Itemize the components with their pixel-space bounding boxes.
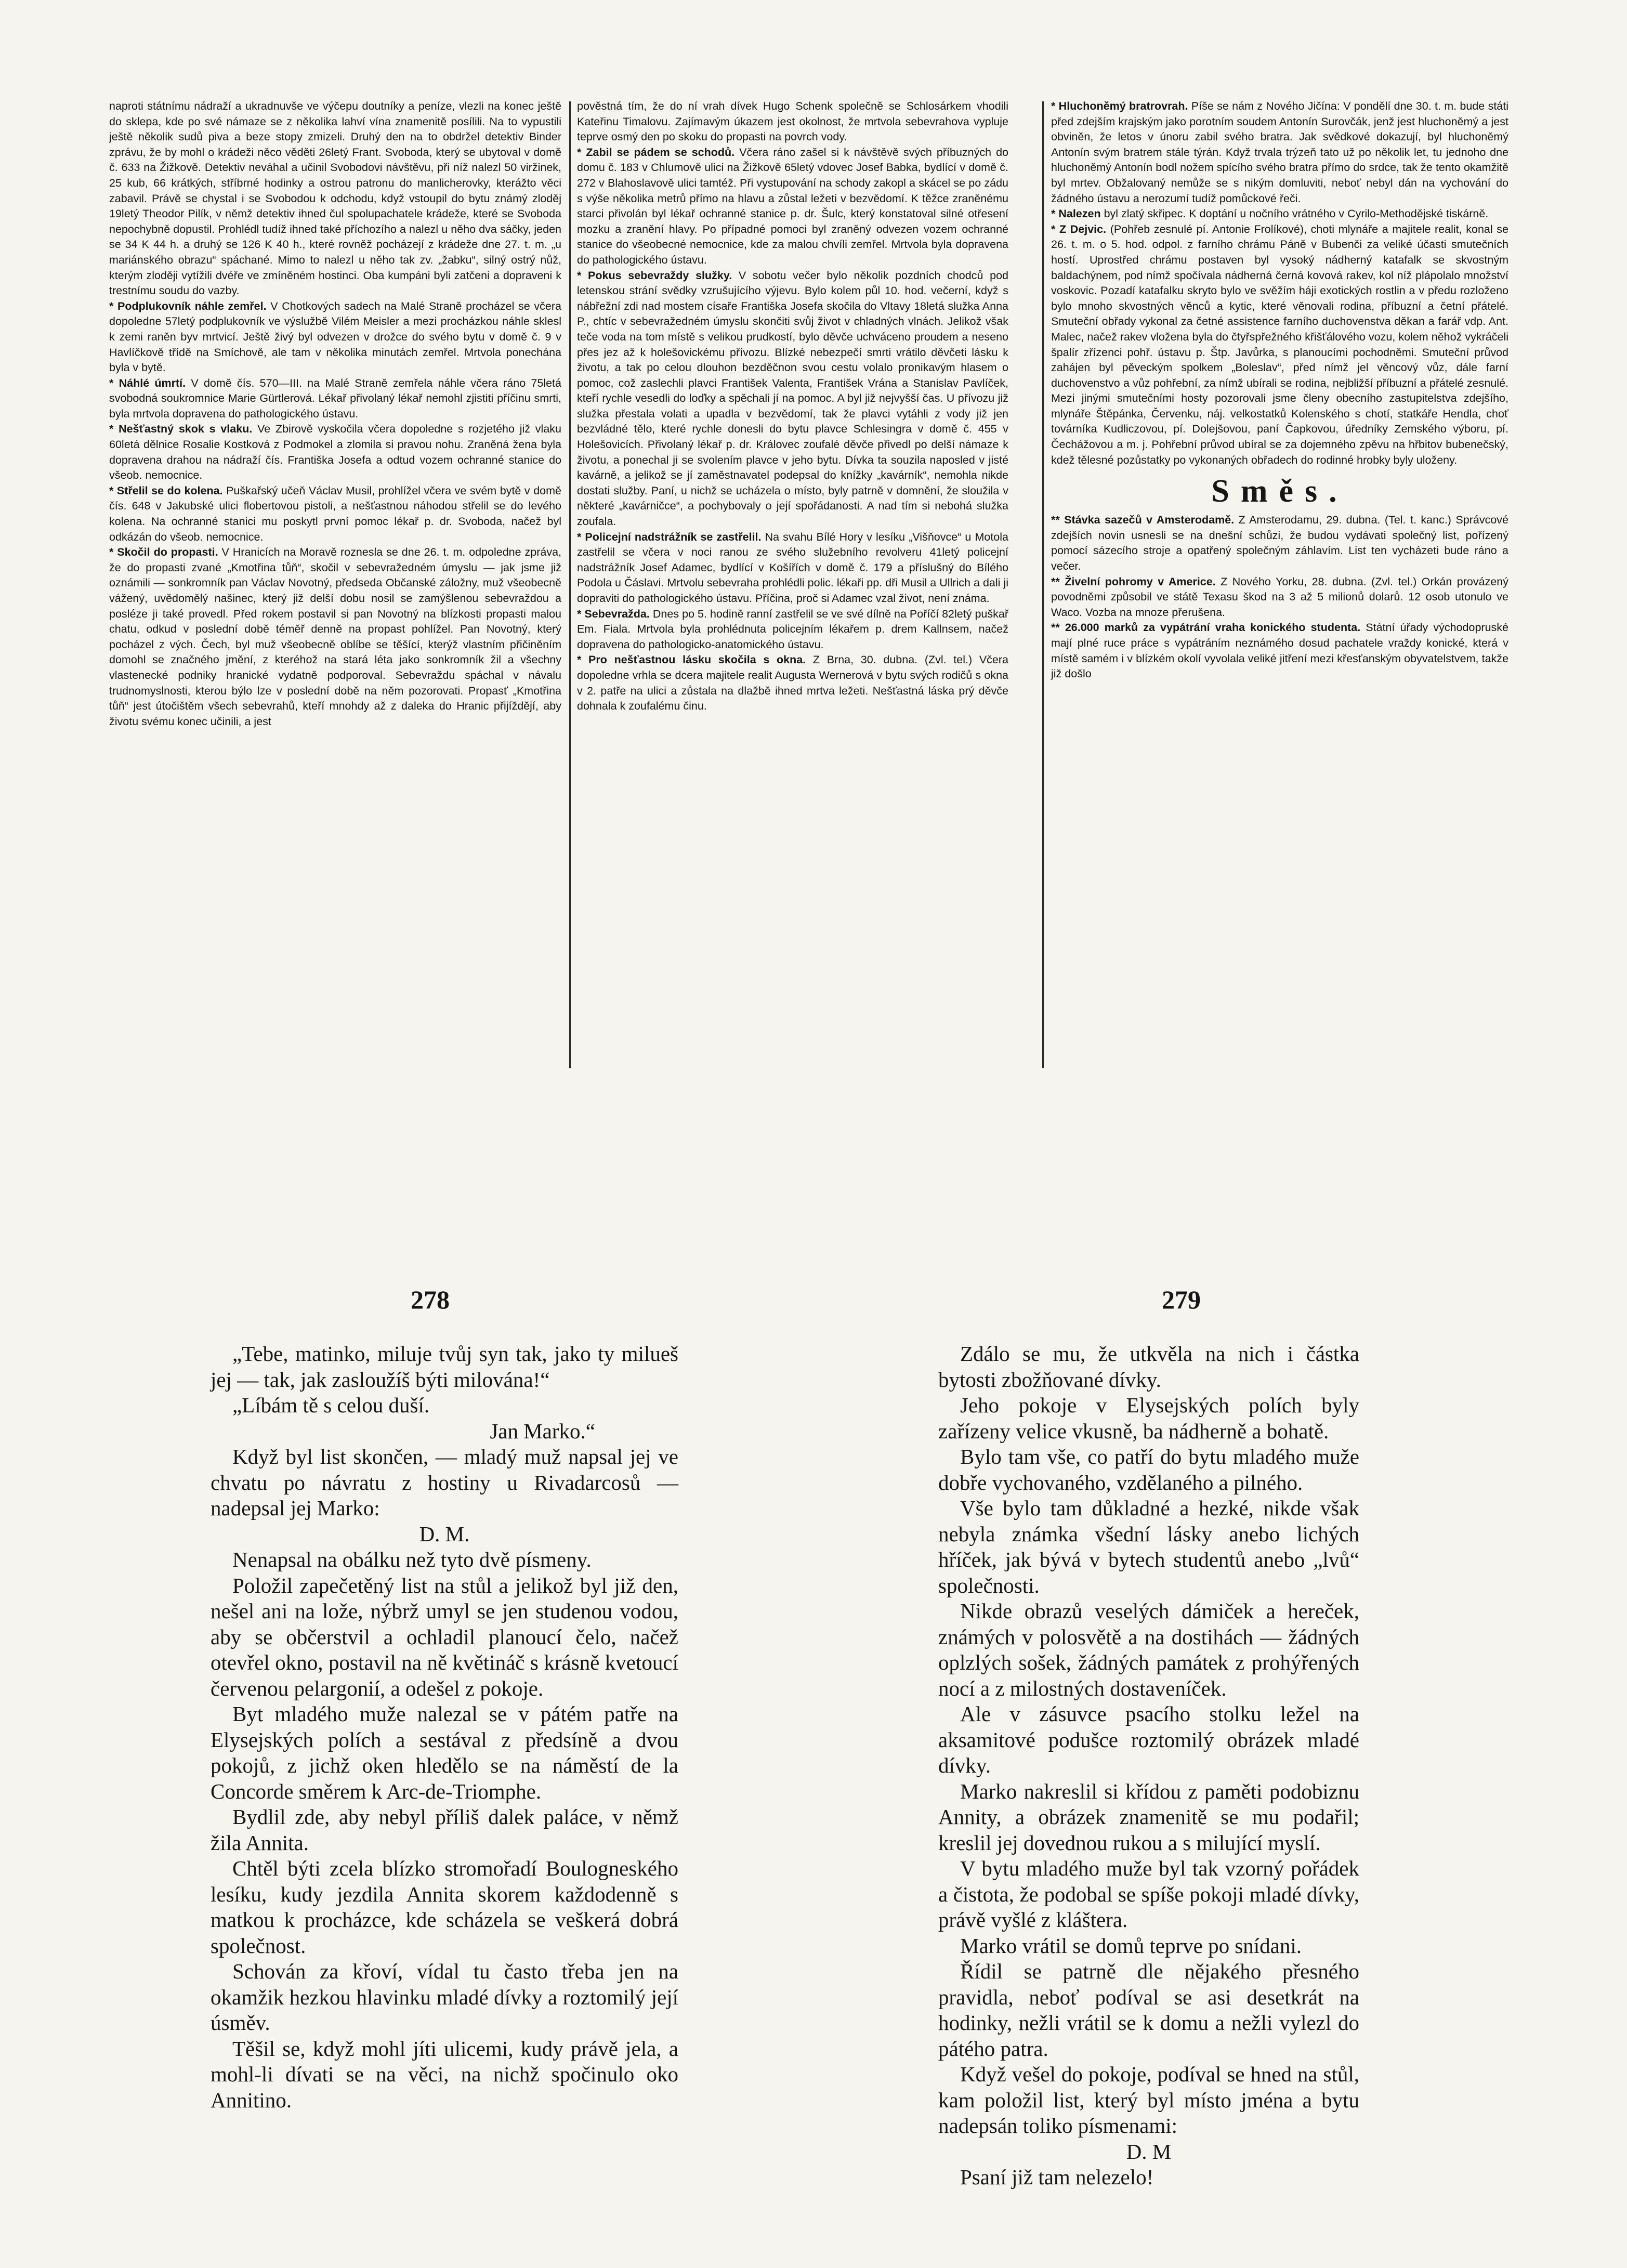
news-item-text: naproti státnímu nádraží a ukradnuvše ve výčepu doutníky a peníze, vlezli na konec ještě do sklepa, kde po své námaze se z několika lahví vína znamenitě posílili. Na to vypustili ještě několik sudů piva a beze stopy zmizeli. Druhý den na to obdržel detektiv Binder zprávu, že by mohl o krádeži něco věděti 26letý Frant. Svoboda, který se ubytoval v domě č. 633 na Žižkově. Detektiv neváhal a učinil Svobodovi návštěvu, při níž nalezl 50 viržinek, 25 kub, 66 krátkých, stříbrné hodinky a ostrou patronu do manlicherovky, kterážto věci zabavil. Právě se chystal i se Svobodou k odchodu, když vstoupil do bytu známý zloděj 19letý Theodor Pilík, v němž detektiv ihned čul spolupachatele krádeže, které se Svoboda nepochybně dopustil. Prohlédl tudíž ihned také příchozího a nalezl u něho dva sáčky, jeden se 34 K 44 h. a druhý se 126 K 40 h., které rovněž pocházejí z krádeže dne 27. t. m. „u mariánského obrazu“ spáchané. Mimo to nalezl u něho tak zv. „žabku“, silný ostrý nůž, kterým zloději vytížili dvéře ve zmíněném hostinci. Oba kumpáni byli zatčeni a dopraveni k trestnímu soudu do vazby.	[109, 100, 561, 297]
book-paragraph: Ale v zásuvce psacího stolku ležel na aksamitové podušce roztomilý obrázek mladé dívky.	[938, 1702, 1359, 1777]
newspaper-column-1	[109, 99, 561, 1076]
newspaper-column-2	[577, 99, 1008, 1076]
news-item-headline: * Pokus sebevraždy služky.	[577, 269, 732, 282]
news-item	[1051, 620, 1508, 681]
news-item	[109, 299, 561, 376]
book-paragraph: Řídil se patrně dle nějakého přesného pravidla, neboť podíval se asi desetkrát na hodinky, nežli vrátil se k domu a nežli vylezl do pátého patra.	[938, 1959, 1359, 2061]
news-item-headline: * Zabil se pádem se schodů.	[577, 146, 735, 159]
book-paragraph: Chtěl býti zcela blízko stromořadí Boulogneského lesíku, kudy jezdila Annita skorem každodenně s matkou k procházce, kde scházela se veškerá dobrá společnost.	[211, 1856, 678, 1958]
news-item	[1051, 513, 1508, 574]
news-item-text: Včera ráno zašel si k návštěvě svých příbuzných do domu č. 183 v Chlumově ulici na Žižkově 65letý vdovec Josef Babka, bydlící v domě č. 272 v Blahoslavově ulici tamtéž. Při vystupování na schody zakopl a skácel se po zádu s výše několika metrů přímo na hlavu a zůstal ležeti v bezvědomí. K těžce zraněnému starci přivolán byl lékař ochranné stanice p. dr. Šulc, který konstatoval silné otřesení mozku a zranění hlavy. Po případné pomoci byl zraněný odvezen vozem ochranné stanice do všeobecné nemocnice, kde za malou chvíli zemřel. Mrtvola byla dopravena do pathologického ústavu.	[577, 146, 1008, 266]
right-page-number: 279	[1162, 1285, 1201, 1314]
book-paragraph: „Líbám tě s celou duší.	[232, 1393, 430, 1417]
book-right-page	[938, 1341, 1359, 2189]
news-item-text: Z Nového Yorku, 28. dubna. (Zvl. tel.) Orkán provázený povodněmi způsobil ve státě Texasu škod na 3 až 5 milionů dolarů. 12 osob utonulo ve Waco. Vozba na mnoze přerušena.	[1051, 575, 1508, 619]
news-item-headline: * Nešťastný skok s vlaku.	[109, 423, 253, 436]
news-item	[577, 607, 1008, 653]
news-item-text: Píše se nám z Nového Jičína: V pondělí dne 30. t. m. bude státi před zdejším krajským jako porotním soudem Antonín Surovčák, jenž jest hluchoněmý a jest obviněn, že letos v únoru zabil svého bratra. Jak svědkové dokazují, byl hluchoněmý Antonín svým bratrem stále týrán. Když trvala trýzeň tato už po několik let, tu jednoho dne hluchoněmý Antonín bodl nožem spícího svého bratra přímo do srdce, tak že tento okamžitě byl mrtev. Obžalovaný nemůže se s nikým domluviti, neboť nebyl dán na vychování do žádného ústavu a nerozumí tudíž pomůckové řeči.	[1051, 100, 1508, 205]
news-item-text: pověstná tím, že do ní vrah dívek Hugo Schenk společně se Schlosárkem vhodili Kateřinu Timalovu. Zajímavým úkazem jest okolnost, že mrtvola sebevrahova vypluje teprve osmý den po skoku do propasti na povrch vody.	[577, 100, 1008, 143]
news-item	[577, 145, 1008, 268]
book-paragraph: Když byl list skončen, — mladý muž napsal jej ve chvatu po návratu z hostiny u Rivadarcosů — nadepsal jej Marko:	[211, 1445, 678, 1520]
news-item-headline: * Nalezen	[1051, 207, 1101, 220]
news-item-text: Na svahu Bílé Hory v lesíku „Višňovce“ u Motola zastřelil se včera v noci ranou ze svého služebního revolveru 41letý policejní nadstrážník Josef Adamec, bydlící v Košířích v domě č. 179 a příslušný do Bílého Podola u Čáslavi. Mrtvolu sebevraha prohlédli polic. lékaři pp. dři Musil a Ullrich a dali ji dopraviti do pathologického ústavu. Příčina, proč si Adamec vzal život, není známa.	[577, 530, 1008, 605]
news-item-text: Státní úřady východopruské mají plné ruce práce s vypátráním neznámého dosud pachatele vraždy konické, která v místě samém i v blízkém okolí vyvolala veliké jitření mezi křesťanským obyvatelstvem, takže již došlo	[1051, 621, 1508, 680]
news-item-text: V Hranicích na Moravě roznesla se dne 26. t. m. odpoledne zpráva, že do propasti zvané „Kmotřina tůň“, skočil v sebevražedném úmyslu — jak jsme již oznámili — sonkromník pan Václav Novotný, předseda Občanské záložny, muž všeobecně vážený, uvědomělý našinec, který již delší dobu nosil se zamýšlenou sebevraždou a posléze ji také provedl. Před rokem postavil si pan Novotný na blízkosti propasti malou chatu, odkud v poslední době téměř denně na propast pohlížel. Pan Novotný, který pocházel z vých. Čech, byl muž všeobecně oblíbe se těšící, kterýž vlastním přičiněním domohl se značného jmění, z kteréhož na stará léta jako sonkromník žil a všechny vlastenecké podniky hranické vydatně podporoval. Sebevraždu spáchal v návalu trudnomyslnosti, kterou býlo lze v poslední době na něm pozorovati. Propasť „Kmotřina tůň“ jest útočištěm všech sebevrahů, kteří mnohdy až z daleka do Hranic přijíždějí, aby životu svému konec učinili, a jest	[109, 546, 561, 728]
book-paragraph: Těšil se, když mohl jíti ulicemi, kudy právě jela, a mohl-li dívati se na věci, na nichž spočinulo oko Annitino.	[211, 2036, 678, 2112]
news-item	[109, 545, 561, 729]
news-item	[1051, 99, 1508, 206]
news-item	[577, 99, 1008, 145]
book-paragraph: Psaní již tam nelezelo!	[960, 2165, 1154, 2189]
news-item	[109, 422, 561, 483]
book-paragraph: Nenapsal na obálku než tyto dvě písmeny.	[232, 1548, 592, 1571]
news-item-text: Z Brna, 30. dubna. (Zvl. tel.) Včera dopoledne vrhla se dcera majitele realit Augusta Wernerová v bytu svých rodičů s okna v 2. patře na ulici a zůstala na dlažbě ihned mrtva ležeti. Nešťastná láska prý děvče dohnala k zoufalému činu.	[577, 653, 1008, 713]
book-paragraph: Marko nakreslil si křídou z paměti podobiznu Annity, a obrázek znamenitě se mu podařil; kreslil jej dovednou rukou a s milující myslí.	[938, 1779, 1359, 1855]
book-paragraph: Vše bylo tam důkladné a hezké, nikde však nebyla známka všední lásky anebo lichých hříček, jak bývá v bytech studentů anebo „lvů“ společnosti.	[938, 1496, 1359, 1597]
news-item-headline: * Hluchoněmý bratrovrah.	[1051, 100, 1188, 112]
column-rule	[569, 101, 571, 1068]
news-item-text: V sobotu večer bylo několik pozdních chodců pod letenskou strání svědky vzrušujícího výjevu. Bylo kolem půl 10. hod. večerní, když s nábřežní zdi nad mostem císaře Františka Josefa skočila do Vltavy 18letá služka Anna P., chtíc v sebevražedném úmyslu skončiti svůj život v chladných vlnách. Jelikož však teče voda na tom místě s velikou prudkostí, bylo děvče uchváceno proudem a neseno přes jez až k holešovickému přívozu. Blízké nebezpečí smrti vrátilo děvčeti lásku k životu, a tak po celou dlouhon bezděčnon svou cestu volalo pronikavým hlasem o pomoc, což zaslechli plavci František Valenta, František Vrána a Stanislav Pavlíček, kteří rychle vesedli do loďky a spěchali jí na pomoc. A byl již nejvyšší čas. U přívozu již služka přestala volati a upadla v bezvědomí, tak že plavci vytáhli z vody již jen bezvládné tělo, které rychle donesli do bytu plavce Schlesingra v domě č. 455 v Holešovicích. Přivolaný lékař p. dr. Královec zoufalé děvče přivedl po delší námaze k životu, a ponechal ji se svolením plavce v jeho bytu. Dívka ta souzila naposled v jisté kavárně, a jelikož se jí zaměstnavatel podepsal do knížky „kavárník“, nemohla nikde dostati služby. Paní, u nichž se ucházela o místo, byly patrně v domnění, že sloužila v některé „kavárničce“, a pochybovaly o její spořádanosti. A nad tím si nebohá služka zoufala.	[577, 269, 1008, 528]
news-item-headline: * Skočil do propasti.	[109, 546, 218, 559]
book-paragraph: Nikde obrazů veselých dámiček a hereček, známých v polosvětě a na dostihách — žádných oplzlých sošek, žádných památek z prohýřených nocí a z milostných dostaveníček.	[938, 1599, 1359, 1700]
news-item-headline: * Policejní nadstrážník se zastřelil.	[577, 530, 762, 543]
book-paragraph: V bytu mladého muže byl tak vzorný pořádek a čistota, že podobal se spíše pokoji mladé dívky, právě vyšlé z kláštera.	[938, 1856, 1359, 1932]
news-item-text: byl zlatý skřipec. K doptání u nočního vrátného v Cyrilo-Methodějské tiskárně.	[1100, 207, 1489, 220]
news-item-headline: ** Stávka sazečů v Amsterodamě.	[1051, 514, 1235, 527]
news-item-text: V domě čís. 570—III. na Malé Straně zemřela náhle včera ráno 75letá svobodná soukromnice Marie Gürtlerová. Lékař přivolaný lékař nemohl zjistiti příčinu smrti, byla mrtvola dopravena do pathologického ústavu.	[109, 376, 561, 420]
book-paragraph: Jan Marko.“	[490, 1419, 595, 1443]
book-paragraph: „Tebe, matinko, miluje tvůj syn tak, jako ty milueš jej — tak, jak zasloužíš býti milována!“	[211, 1342, 678, 1392]
book-paragraph: Marko vrátil se domů teprve po snídani.	[960, 1933, 1302, 1958]
news-item	[577, 268, 1008, 530]
news-item-text: V Chotkových sadech na Malé Straně procházel se včera dopoledne 57letý podplukovník ve výslužbě Vilém Meisler a mezi procházkou náhle sklesl k zemi raněn byv mrtvicí. Ještě živý byl odvezen v drožce do svého bytu v domě č. 9 v Havlíčkově třídě na Smíchově, ale tam v několika minutách zemřel. Mrtvola ponechána byla v bytě.	[109, 299, 561, 374]
news-item	[1051, 222, 1508, 468]
column-rule	[1042, 101, 1044, 1068]
news-item-headline: ** 26.000 marků za vypátrání vraha konického studenta.	[1051, 621, 1361, 634]
news-item-headline: * Podplukovník náhle zemřel.	[109, 299, 267, 312]
news-item-text: Ve Zbirově vyskočila včera dopoledne s rozjetého již vlaku 60letá dělnice Rosalie Kostková z Podmokel a zlomila si pravou nohu. Zraněná žena byla dopravena drahou na nádraží čís. Františka Josefa a odtud vozem ochranné stanice do všeob. nemocnice.	[109, 423, 561, 482]
book-paragraph: Schován za křoví, vídal tu často třeba jen na okamžik hezkou hlavinku mladé dívky a roztomilý její úsměv.	[211, 1959, 678, 2035]
news-item	[1051, 206, 1508, 222]
news-item	[1051, 574, 1508, 621]
news-item	[109, 483, 561, 545]
news-item	[577, 652, 1008, 714]
newspaper-column-3	[1051, 99, 1508, 1076]
book-left-page	[211, 1341, 678, 2121]
section-heading: Směs.	[1211, 474, 1348, 509]
book-paragraph: Bylo tam vše, co patří do bytu mladého muže dobře vychovaného, vzdělaného a pilného.	[938, 1445, 1359, 1494]
news-item-headline: * Pro nešťastnou lásku skočila s okna.	[577, 653, 806, 666]
book-paragraph: Jeho pokoje v Elysejských polích byly zařízeny velice vkusně, ba nádherně a bohatě.	[938, 1393, 1359, 1443]
news-item	[109, 376, 561, 422]
news-item	[109, 99, 561, 299]
news-item-headline: * Sebevražda.	[577, 607, 650, 620]
news-item	[577, 530, 1008, 607]
news-item-headline: * Střelil se do kolena.	[109, 484, 223, 497]
news-item-text: Z Amsterodamu, 29. dubna. (Tel. t. kanc.) Správcové zdejších novin usnesli se na dnešní schůzi, že budou vydávati společný list, pořízený pomocí sázecího stroje a opatřený společným záhlavím. List ten vycházeti bude ráno a večer.	[1051, 514, 1509, 573]
book-paragraph: D. M	[1126, 2139, 1172, 2164]
news-item-headline: * Náhlé úmrtí.	[109, 376, 186, 389]
book-paragraph: D. M.	[419, 1522, 470, 1546]
book-paragraph: Bydlil zde, aby nebyl příliš dalek paláce, v němž žila Annita.	[211, 1805, 678, 1855]
book-paragraph: Když vešel do pokoje, podíval se hned na stůl, kam položil list, který byl místo jména a bytu nadepsán toliko písmenami:	[938, 2062, 1359, 2138]
book-paragraph: Položil zapečetěný list na stůl a jelikož byl již den, nešel ani na lože, nýbrž umyl se jen studenou vodou, aby se občerstvil a ochladil planoucí čelo, načež otevřel okno, postavil na ně květináč s krásně kvetoucí červenou pelargonií, a odešel z pokoje.	[211, 1573, 678, 1700]
news-item-headline: ** Živelní pohromy v Americe.	[1051, 575, 1216, 588]
news-item-text: (Pohřeb zesnulé pí. Antonie Frolíkové), choti mlynáře a majitele realit, konal se 26. t. m. o 5. hod. odpol. z farního chrámu Páně v Bubenči za veliké účasti smutečních hostí. Uprostřed chrámu postaven byl vysoký nádherný katafalk se skvostným baldachýnem, pod nímž spočívala nádherná černá kovová rakev, kol níž plápolalo množství voskovic. Pozadí katafalku skryto bylo ve svěžím háji exotických rostlin a v předu rozloženo bylo mnoho skvostných věnců a kytic, které věnovali rodina, příbuzní a četní přátelé. Smuteční obřady vykonal za četné assistence farního duchovenstva děkan a farář vdp. Ant. Malec, načež rakev vložena byla do čtyřspřežného křišťálového vozu, kolem něhož vykráčeli špalír zřízenci pohř. ústavu p. Štp. Javůrka, s planoucími pochodněmi. Smuteční průvod zahájen byl pěveckým spolkem „Boleslav“, před nímž jel věncový vůz, dále farní duchovenstvo a vůz pohřební, za nímž ubírali se rodina, nejbližší příbuzní a přátelé zesnulé. Mezi jinými smutečními hosty pozorovali jsme členy obecního zastupitelstva zdejšího, mlynáře Štěpánka, Červenku, náj. velkostatků Kolenského s chotí, statkáře Hendla, choť továrníka Kudliczovou, pí. Dolejšovou, paní Čapkovou, úředníky Zemského výboru, pí. Čechážovou a m. j. Pohřební průvod ubíral se za dojemného zpěvu na hřbitov bubenečský, kdež tělesné pozůstatky po vykonaných obřadech do rodinné hrobky byly uloženy.	[1051, 222, 1508, 466]
book-paragraph: Byt mladého muže nalezal se v pátém patře na Elysejských polích a sestával z předsíně a dvou pokojů, z jichž oken hledělo se na náměstí de la Concorde směrem k Arc-de-Triomphe.	[211, 1702, 678, 1803]
news-item-text: Dnes po 5. hodině ranní zastřelil se ve své dílně na Poříčí 82letý puškař Em. Fiala. Mrtvola byla prohlédnuta policejním lékařem p. drem Kallnsem, načež dopravena do pathologicko-anatomického ústavu.	[577, 607, 1009, 651]
news-item-text: Puškařský učeň Václav Musil, prohlížel včera ve svém bytě v domě čís. 648 v Jakubské ulici flobertovou pistoli, a nešťastnou náhodou střelil se do levého kolena. Na ochranné stanici mu poskytl první pomoc lékař p. dr. Svoboda, načež byl odkázán do všeob. nemocnice.	[109, 484, 561, 543]
left-page-number: 278	[411, 1285, 450, 1314]
book-paragraph: Zdálo se mu, že utkvěla na nich i částka bytosti zbožňované dívky.	[938, 1342, 1359, 1392]
news-item-headline: * Z Dejvic.	[1051, 222, 1107, 235]
